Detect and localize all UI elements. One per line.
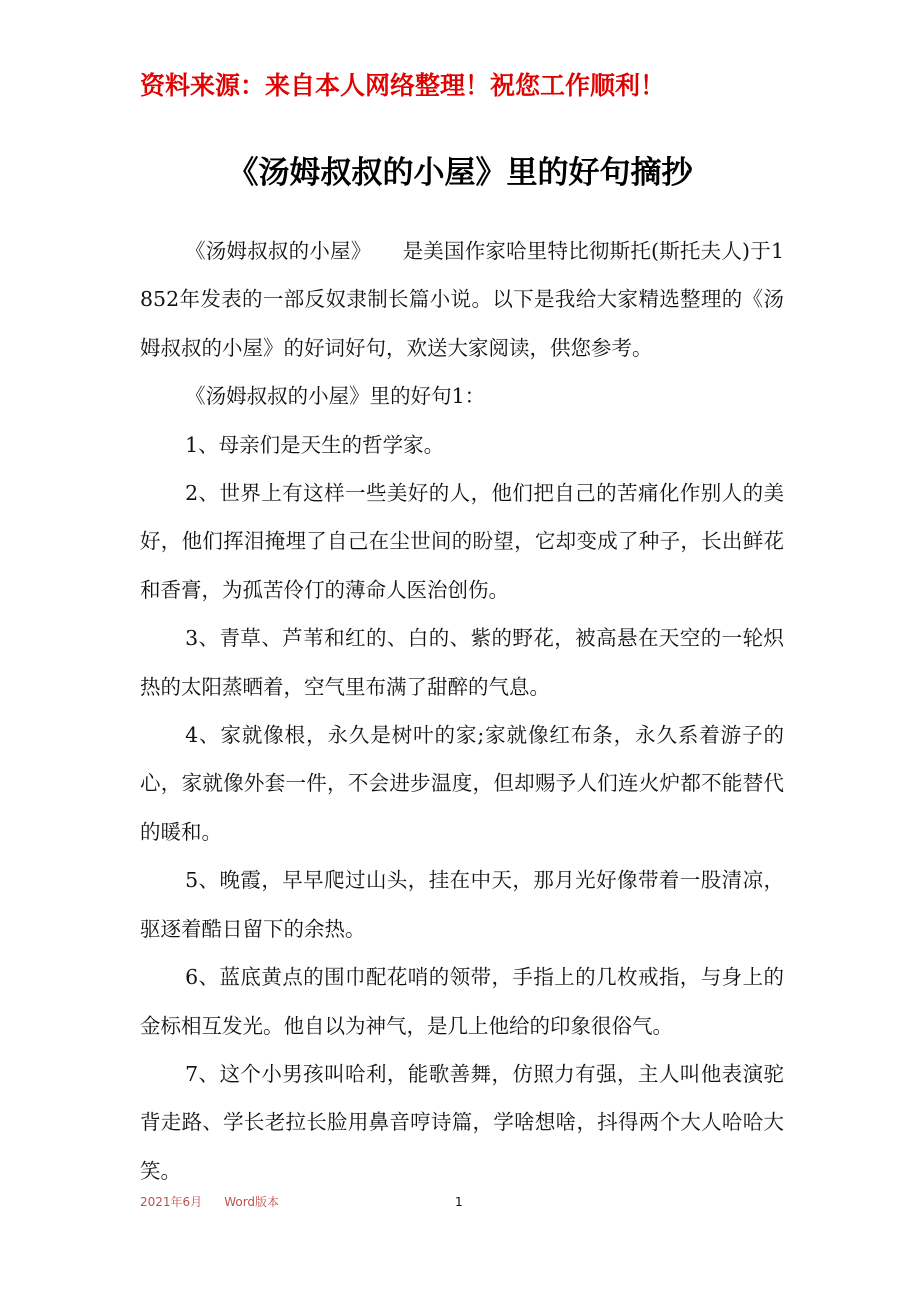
- document-body: [140, 227, 784, 1195]
- footer-version: Word版本: [224, 1195, 280, 1209]
- page-footer: [140, 1190, 840, 1214]
- page-number: 1: [455, 1195, 463, 1209]
- quote-item: 2、世界上有这样一些美好的人，他们把自己的苦痛化作别人的美好，他们挥泪掩埋了自己在尘世间的盼望，它却变成了种子，长出鲜花和香膏，为孤苦伶仃的薄命人医治创伤。: [140, 481, 784, 602]
- source-banner: 资料来源：来自本人网络整理！祝您工作顺利！: [140, 71, 666, 100]
- quote-item: 1、母亲们是天生的哲学家。: [185, 432, 445, 457]
- quote-item: 5、晚霞，早早爬过山头，挂在中天，那月光好像带着一股清凉，驱逐着酷日留下的余热。: [140, 868, 784, 941]
- footer-info: [140, 1190, 279, 1214]
- quote-item: 3、青草、芦苇和红的、白的、紫的野花，被高悬在天空的一轮炽热的太阳蒸晒着，空气里布满了甜醉的气息。: [140, 626, 784, 699]
- quote-item: 4、家就像根，永久是树叶的家;家就像红布条，永久系着游子的心，家就像外套一件，不会进步温度，但却赐予人们连火炉都不能替代的暖和。: [140, 723, 784, 844]
- quote-item: 6、蓝底黄点的围巾配花哨的领带，手指上的几枚戒指，与身上的金标相互发光。他自以为神气，是几上他给的印象很俗气。: [140, 965, 784, 1038]
- document-title: 《汤姆叔叔的小屋》里的好句摘抄: [227, 155, 693, 191]
- quote-item: 7、这个小男孩叫哈利，能歌善舞，仿照力有强，主人叫他表演驼背走路、学长老拉长脸用鼻音哼诗篇，学啥想啥，抖得两个大人哈哈大笑。: [140, 1061, 784, 1183]
- intro-paragraph: 《汤姆叔叔的小屋》 是美国作家哈里特比彻斯托(斯托夫人)于1852年发表的一部反奴隶制长篇小说。以下是我给大家精选整理的《汤姆叔叔的小屋》的好词好句，欢送大家阅读，供您参考。: [140, 239, 784, 360]
- section-heading: 《汤姆叔叔的小屋》里的好句1：: [185, 384, 486, 409]
- footer-date: 2021年6月: [140, 1195, 203, 1209]
